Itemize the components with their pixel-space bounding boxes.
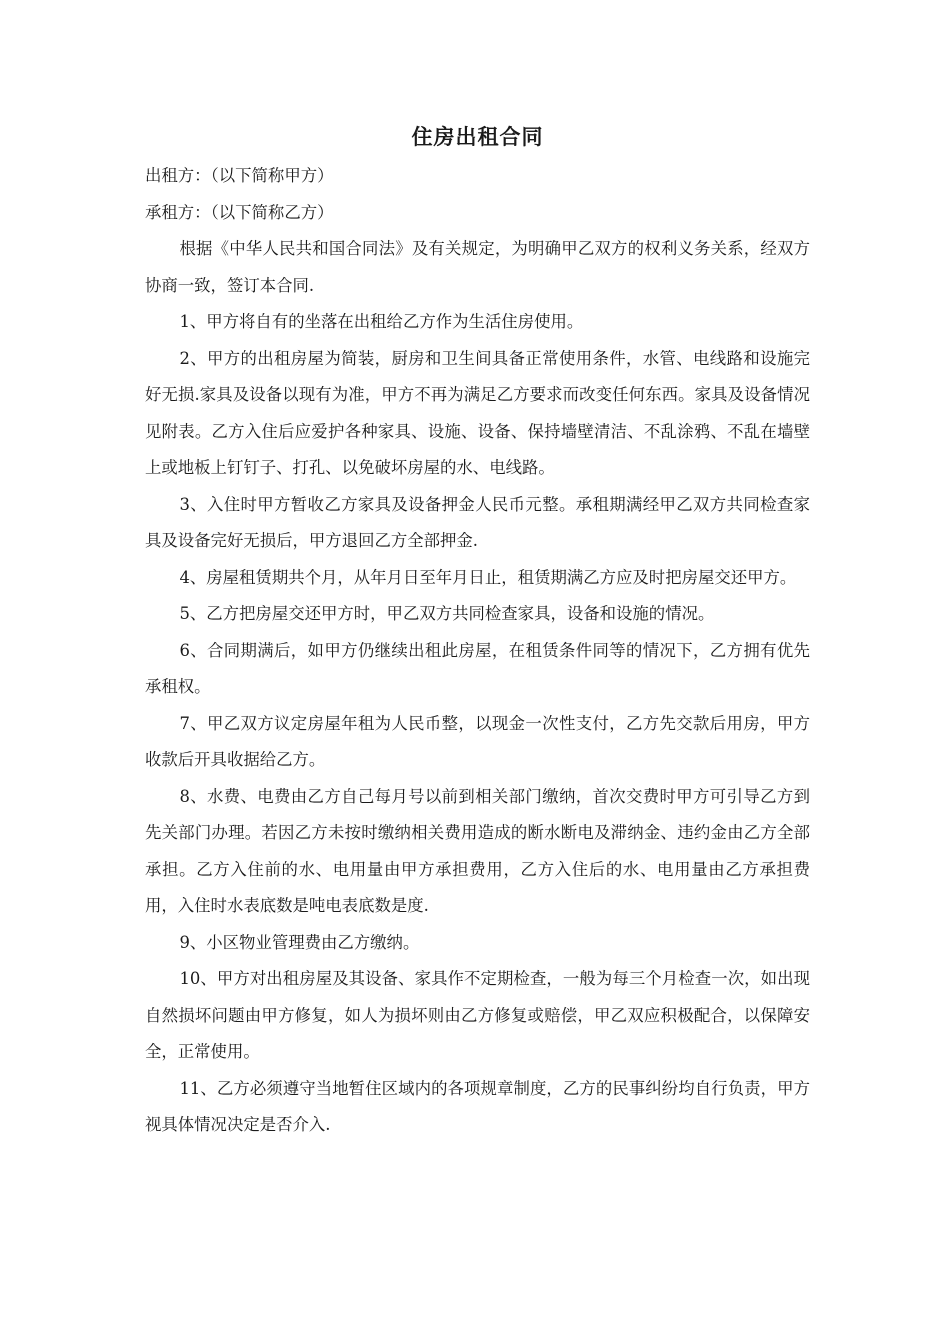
- document-title: 住房出租合同: [411, 125, 544, 149]
- clause-8: 8、水费、电费由乙方自己每月号以前到相关部门缴纳，首次交费时甲方可引导乙方到先关部门办理。若因乙方未按时缴纳相关费用造成的断水断电及滞纳金、违约金由乙方全部承担。乙方入住前的水、电用量由甲方承担费用，乙方入住后的水、电用量由乙方承担费用，入住时水表底数是吨电表底数是度.: [145, 786, 810, 915]
- clause-7: 7、甲乙双方议定房屋年租为人民币整，以现金一次性支付，乙方先交款后用房，甲方收款后开具收据给乙方。: [145, 713, 810, 769]
- clause-4: 4、房屋租赁期共个月，从年月日至年月日止，租赁期满乙方应及时把房屋交还甲方。: [179, 567, 797, 587]
- clause-9: 9、小区物业管理费由乙方缴纳。: [179, 932, 420, 952]
- clause-2: 2、甲方的出租房屋为简装，厨房和卫生间具备正常使用条件，水管、电线路和设施完好无损.家具及设备以现有为准，甲方不再为满足乙方要求而改变任何东西。家具及设备情况见附表。乙方入住后应爱护各种家具、设施、设备、保持墙壁清洁、不乱涂鸦、不乱在墙壁上或地板上钉钉子、打孔、以免破坏房屋的水、电线路。: [145, 348, 810, 477]
- clause-10: 10、甲方对出租房屋及其设备、家具作不定期检查，一般为每三个月检查一次，如出现自然损坏问题由甲方修复，如人为损坏则由乙方修复或赔偿，甲乙双应积极配合，以保障安全，正常使用。: [145, 969, 810, 1061]
- clause-1: 1、甲方将自有的坐落在出租给乙方作为生活住房使用。: [179, 312, 584, 331]
- clause-3: 3、入住时甲方暂收乙方家具及设备押金人民币元整。承租期满经甲乙双方共同检查家具及设备完好无损后，甲方退回乙方全部押金.: [145, 494, 810, 550]
- clause-5: 5、乙方把房屋交还甲方时，甲乙双方共同检查家具，设备和设施的情况。: [179, 604, 715, 623]
- lessee-line: 承租方：（以下简称乙方）: [145, 202, 334, 222]
- clause-11: 11、乙方必须遵守当地暂住区域内的各项规章制度，乙方的民事纠纷均自行负责，甲方视具体情况决定是否介入.: [145, 1078, 810, 1134]
- intro-paragraph: 根据《中华人民共和国合同法》及有关规定，为明确甲乙双方的权利义务关系，经双方协商一致，签订本合同.: [145, 239, 810, 295]
- lessor-line: 出租方：（以下简称甲方）: [145, 166, 334, 185]
- document-page: [145, 120, 810, 1144]
- clause-6: 6、合同期满后，如甲方仍继续出租此房屋，在租赁条件同等的情况下，乙方拥有优先承租权。: [145, 640, 810, 696]
